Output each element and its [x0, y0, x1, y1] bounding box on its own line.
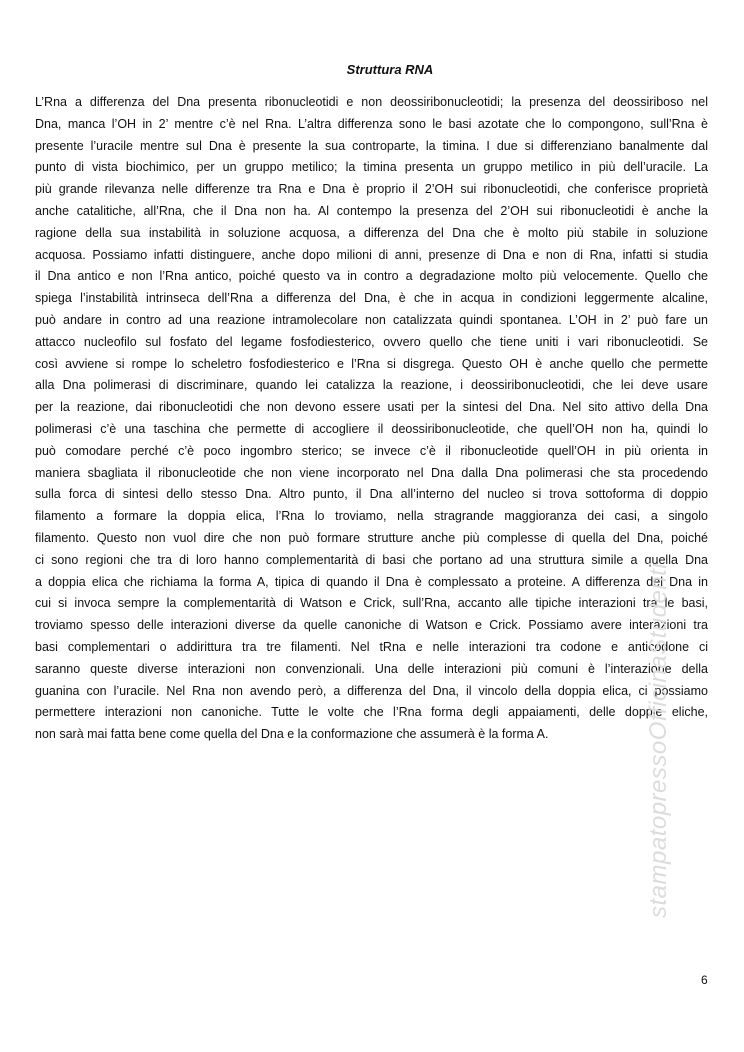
text-line: può comodare perché c’è poco ingombro sterico; se invece c’è il ribonucleotide quell’OH in più orienta in [35, 443, 708, 458]
text-line: punto di vista biochimico, per un gruppo metilico; la timina presenta un gruppo metilico in più dell’uracile. La [35, 160, 708, 175]
text-line: alla Dna polimerasi di discriminare, quando lei catalizza la reazione, i deossiribonucleotidi, che lei deve usare [35, 378, 708, 393]
text-line: basi complementari o addirittura tra tre filamenti. Nel tRna e nelle interazioni tra codone e anticodone ci [35, 639, 708, 654]
text-line: permettere interazioni non canoniche. Tutte le volte che l’Rna forma degli appaiamenti, delle doppie eliche, [35, 705, 708, 720]
text-line: troviamo spesso delle interazioni diverse da quelle canoniche di Watson e Crick. Possiamo avere interazioni tra [35, 618, 708, 633]
text-line: L’Rna a differenza del Dna presenta ribonucleotidi e non deossiribonucleotidi; la presenza del deossiriboso nel [35, 95, 708, 109]
text-line: polimerasi c’è una taschina che permette di accogliere il deossiribonucleotide, che quell’OH non ha, quindi lo [35, 421, 708, 436]
text-line: sulla forca di sintesi dello stesso Dna. Altro punto, il Dna all’interno del nucleo si trova sottoforma di doppio [35, 487, 708, 502]
text-line: filamento a formare la doppia elica, l’Rna lo troviamo, nella stragrande maggioranza dei casi, a singolo [35, 509, 708, 524]
body-text [35, 92, 708, 746]
text-line: attacco nucleofilo sul fosfato del legame fosfodiesterico, ovvero quello che tiene uniti i vari ribonucleotidi. Se [35, 334, 708, 349]
text-line: non sarà mai fatta bene come quella del Dna e la conformazione che assumerà è la forma A. [35, 727, 549, 742]
text-line: ci sono regioni che tra di loro hanno complementarità di basi che portano ad una struttura simile a quella Dna [35, 552, 708, 567]
text-line: maniera sbagliata il ribonucleotide che non viene incorporato nel Dna dalla Dna polimerasi che sta procedendo [35, 465, 708, 480]
text-line: anche catalitiche, all’Rna, che il Dna non ha. Al contempo la presenza del 2’OH sui ribonucleotidi è anche la [35, 203, 708, 218]
text-line: acquosa. Possiamo infatti distinguere, anche dopo milioni di anni, presenze di Dna e non di Rna, infatti si studia [35, 247, 708, 262]
text-line: per la reazione, dai ribonucleotidi che non devono essere usati per la sintesi del Dna. Nel sito attivo della Dna [35, 400, 708, 415]
text-line: più grande rilevanza nelle differenze tra Rna e Dna è proprio il 2’OH sui ribonucleotidi, che conferisce proprietà [35, 182, 708, 197]
text-line: spiega l’instabilità intrinseca dell’Rna a differenza del Dna, è che in acqua in condizioni leggermente alcaline, [35, 291, 708, 306]
section-title: Struttura RNA [346, 62, 434, 77]
text-line: Dna, manca l’OH in 2’ mentre c’è nel Rna. L’altra differenza sono le basi azotate che lo compongono, sull’Rna è [35, 116, 708, 131]
text-line: guanina con l’uracile. Nel Rna non avendo però, a differenza del Dna, il vincolo della doppia elica, ci possiamo [35, 683, 708, 698]
text-line: ragione della sua instabilità in soluzione acquosa, a differenza del Dna che è molto più stabile in soluzione [35, 225, 708, 240]
page-number: 6 [701, 973, 708, 987]
text-line: saranno queste diverse interazioni non convenzionali. Una delle interazioni più comuni è l’interazione della [35, 661, 708, 676]
text-line: presente l’uracile mentre sul Dna è presente la sua controparte, la timina. I due si differenziano banalmente dal [35, 138, 708, 153]
watermark: stampatopressoOfficinaStudenti [645, 562, 672, 918]
text-line: a doppia elica che richiama la forma A, tipica di quando il Dna è complessato a proteine. A differenza del Dna in [35, 574, 708, 589]
text-line: può andare in contro ad una reazione intramolecolare non catalizzata quindi spontanea. L’OH in 2’ può fare un [35, 312, 708, 327]
text-line: filamento. Questo non vuol dire che non può formare strutture anche più complesse di quella del Dna, poiché [35, 530, 708, 545]
text-line: il Dna antico e non l’Rna antico, poiché questo va in contro a degradazione molto più velocemente. Quello che [35, 269, 708, 284]
text-line: così avviene si rompe lo scheletro fosfodiesterico e l’Rna si disgrega. Questo OH è anche quello che permette [35, 356, 708, 371]
text-line: cui si invoca sempre la complementarità di Watson e Crick, sull’Rna, accanto alle tipiche interazioni tra le basi, [35, 596, 708, 611]
